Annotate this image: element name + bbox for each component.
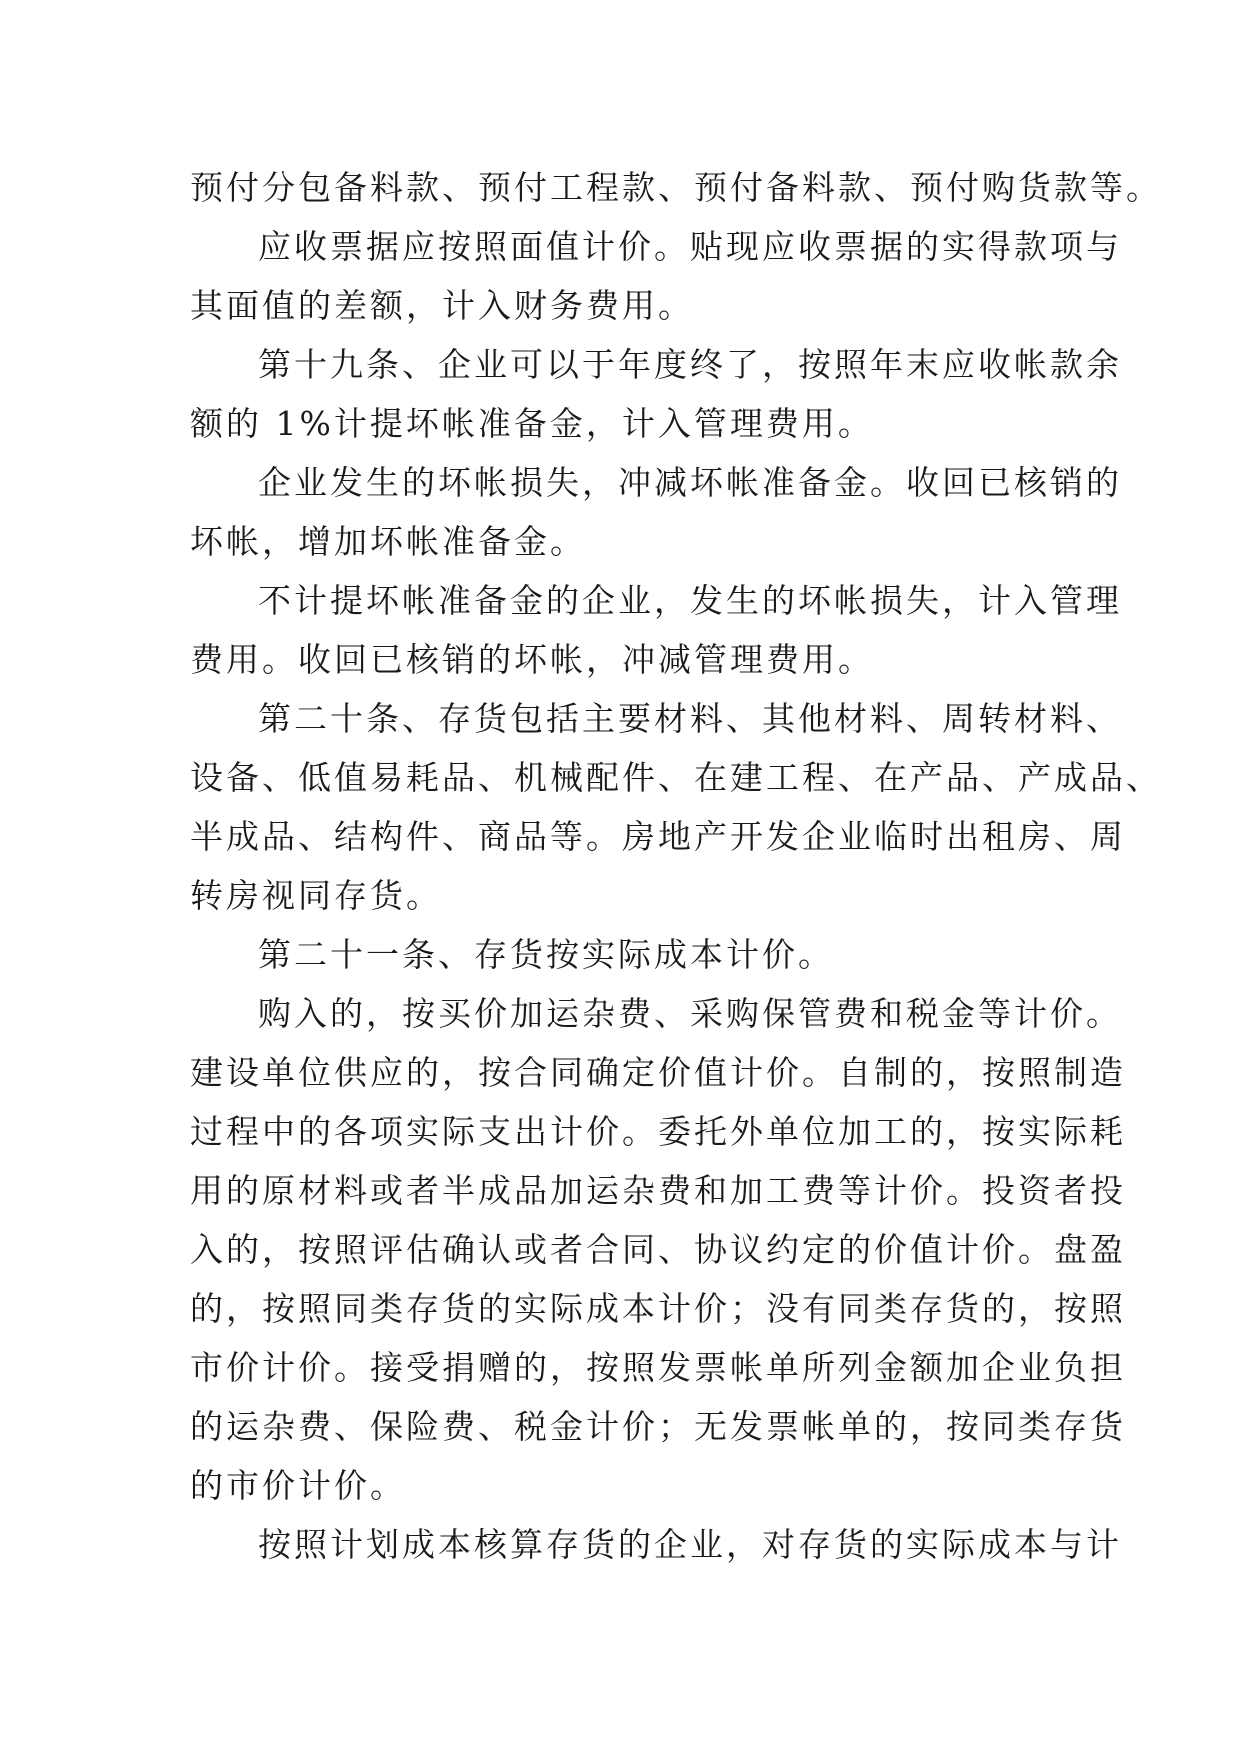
text-line: 的运杂费、保险费、税金计价；无发票帐单的，按同类存货 bbox=[190, 1407, 1126, 1446]
text-line: 第二十条、存货包括主要材料、其他材料、周转材料、 bbox=[258, 699, 1122, 738]
text-line: 用的原材料或者半成品加运杂费和加工费等计价。投资者投 bbox=[190, 1171, 1126, 1210]
document-body bbox=[190, 158, 1162, 1574]
text-line: 按照计划成本核算存货的企业，对存货的实际成本与计 bbox=[258, 1525, 1122, 1564]
text-line: 额的 1%计提坏帐准备金，计入管理费用。 bbox=[190, 404, 874, 443]
text-line: 其面值的差额，计入财务费用。 bbox=[190, 286, 694, 325]
text-line: 的市价计价。 bbox=[190, 1466, 406, 1505]
text-line: 的，按照同类存货的实际成本计价；没有同类存货的，按照 bbox=[190, 1289, 1126, 1328]
text-line: 第十九条、企业可以于年度终了，按照年末应收帐款余 bbox=[258, 345, 1122, 384]
text-line: 企业发生的坏帐损失，冲减坏帐准备金。收回已核销的 bbox=[258, 463, 1122, 502]
text-line: 建设单位供应的，按合同确定价值计价。自制的，按照制造 bbox=[190, 1053, 1126, 1092]
text-line: 预付分包备料款、预付工程款、预付备料款、预付购货款等。 bbox=[190, 168, 1162, 207]
text-line: 过程中的各项实际支出计价。委托外单位加工的，按实际耗 bbox=[190, 1112, 1126, 1151]
text-line: 转房视同存货。 bbox=[190, 876, 442, 915]
text-line: 半成品、结构件、商品等。房地产开发企业临时出租房、周 bbox=[190, 817, 1126, 856]
text-line: 应收票据应按照面值计价。贴现应收票据的实得款项与 bbox=[258, 227, 1122, 266]
text-line: 设备、低值易耗品、机械配件、在建工程、在产品、产成品、 bbox=[190, 758, 1162, 797]
text-line: 费用。收回已核销的坏帐，冲减管理费用。 bbox=[190, 640, 874, 679]
text-line: 入的，按照评估确认或者合同、协议约定的价值计价。盘盈 bbox=[190, 1230, 1126, 1269]
text-line: 坏帐，增加坏帐准备金。 bbox=[190, 522, 586, 561]
text-line: 不计提坏帐准备金的企业，发生的坏帐损失，计入管理 bbox=[258, 581, 1122, 620]
text-line: 市价计价。接受捐赠的，按照发票帐单所列金额加企业负担 bbox=[190, 1348, 1126, 1387]
text-line: 购入的，按买价加运杂费、采购保管费和税金等计价。 bbox=[258, 994, 1122, 1033]
text-line: 第二十一条、存货按实际成本计价。 bbox=[258, 935, 834, 974]
